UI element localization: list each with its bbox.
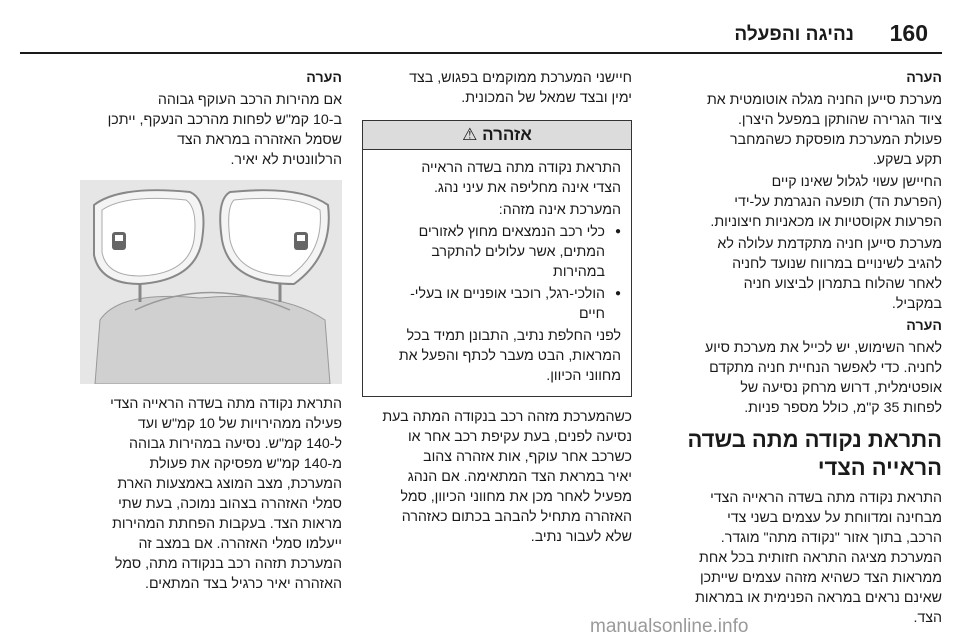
middle-column <box>362 68 632 549</box>
paragraph: התראת נקודה מתה בשדה הראייה הצדי פעילה ממהירויות של 10 קמ"ש ועד ל-140 קמ"ש. נסיעה במהירות גבוהה מ-140 קמ"ש מפסיקה את פעולת המערכת, מצב המוצג באמצעות הארת סמלי האזהרה בצהוב נמוכה, בעת שתי מראות הצד. בעקבות הפחתת המהירות ייעלמו סמלי האזהרה. אם במצב זה המערכת תזהה רכב בנקודה מתה, סמל האזהרה יאיר כרגיל בצד המתאים. <box>110 396 342 592</box>
paragraph: חיישני המערכת ממוקמים בפגוש, בצד ימין ובצד שמאל של המכונית. <box>409 70 632 106</box>
note-text: מערכת סייען החניה מגלה אוטומטית את ציוד הגרירה שהותקן במפעל היצרן. פעולת המערכת מופסקת כשהמחבר תקע בשקע. <box>707 92 942 168</box>
warning-text: המערכת אינה מזהה: <box>498 202 621 218</box>
footer-watermark: manualsonline.info <box>590 616 749 637</box>
page-number: 160 <box>889 20 928 46</box>
section-body: התראת נקודה מתה בשדה הראייה הצדי מבחינה ומדווחת על עצמים בשני צדי הרכב, בתוך אזור "נקודה מתה" מוגדר. המערכת מציגה התראה חזותית בכל אחת ממראות הצד כשהיא מזהה עצמים שייתכן שאינם נראים במראה הפנימית או במראות הצד. <box>695 490 942 626</box>
car-warning-icon <box>294 232 308 250</box>
paragraph: מערכת סייען חניה מתקדמת עלולה לא להגיב לשינויים במרווח שנועד לחניה לאחר שהלוח בתמרון לביצוע חניה במקביל. <box>717 236 942 312</box>
section-heading: התראת נקודה מתה בשדה הראייה הצדי <box>687 427 942 480</box>
right-column <box>650 68 942 630</box>
mirrors-illustration <box>80 180 342 384</box>
warning-body <box>363 150 631 396</box>
side-mirrors-figure <box>80 180 342 384</box>
car-warning-icon <box>112 232 126 250</box>
note-title: הערה <box>906 318 942 334</box>
header-rule <box>20 52 942 54</box>
warning-text: לפני החלפת נתיב, התבונן תמיד בכל המראות, הבט מעבר לכתף והפעל את מחווני הכיוון. <box>398 328 621 384</box>
warning-text: התראת נקודה מתה בשדה הראייה הצדי אינה מחליפה את עיני נהג. <box>421 160 621 196</box>
paragraph: החיישן עשוי לגלול שאינו קיים (הפרעת הד) תופעה הנגרמת על-ידי הפרעות אקוסטיות או מכאניות חיצוניות. <box>710 174 942 230</box>
note-title: הערה <box>906 70 942 86</box>
list-item: ● כלי רכב הנמצאים מחוץ לאזורים המתים, אשר עלולים להתקרב במהירות <box>371 222 621 282</box>
warning-box <box>362 120 632 397</box>
page-title: נהיגה והפעלה <box>734 24 854 45</box>
left-column <box>72 68 342 596</box>
paragraph: כשהמערכת מזהה רכב בנקודה המתה בעת נסיעה לפנים, בעת עקיפת רכב אחר או כשרכב אחר עוקף, אות אזהרה צהוב יאיר במראת הצד המתאימה. אם הנהג מפעיל לאחר מכן את מחווני הכיוון, סמל האזהרה מתחיל להבהב בכתום כאזהרה שלא לעבור נתיב. <box>382 409 632 545</box>
note-text: לאחר השימוש, יש לכייל את מערכת סיוע לחניה. כדי לאפשר הנחיית חניה מתקדם אופטימלית, דרוש מרחק נסיעה של לפחות 35 ק"מ, כולל מספר פניות. <box>705 340 942 416</box>
page-header <box>0 0 960 56</box>
list-item: ● הולכי-רגל, רוכבי אופניים או בעלי- חיים <box>371 284 621 324</box>
note-title: הערה <box>306 70 342 86</box>
note-text: אם מהירות הרכב העוקף גבוהה ב-10 קמ"ש לפחות מהרכב הנעקף, ייתכן שסמל האזהרה במראת הצד הרלוונטית לא יאיר. <box>107 92 342 168</box>
warning-header: אזהרה ⚠ <box>363 121 631 150</box>
warning-triangle-icon: ⚠ <box>462 125 478 144</box>
